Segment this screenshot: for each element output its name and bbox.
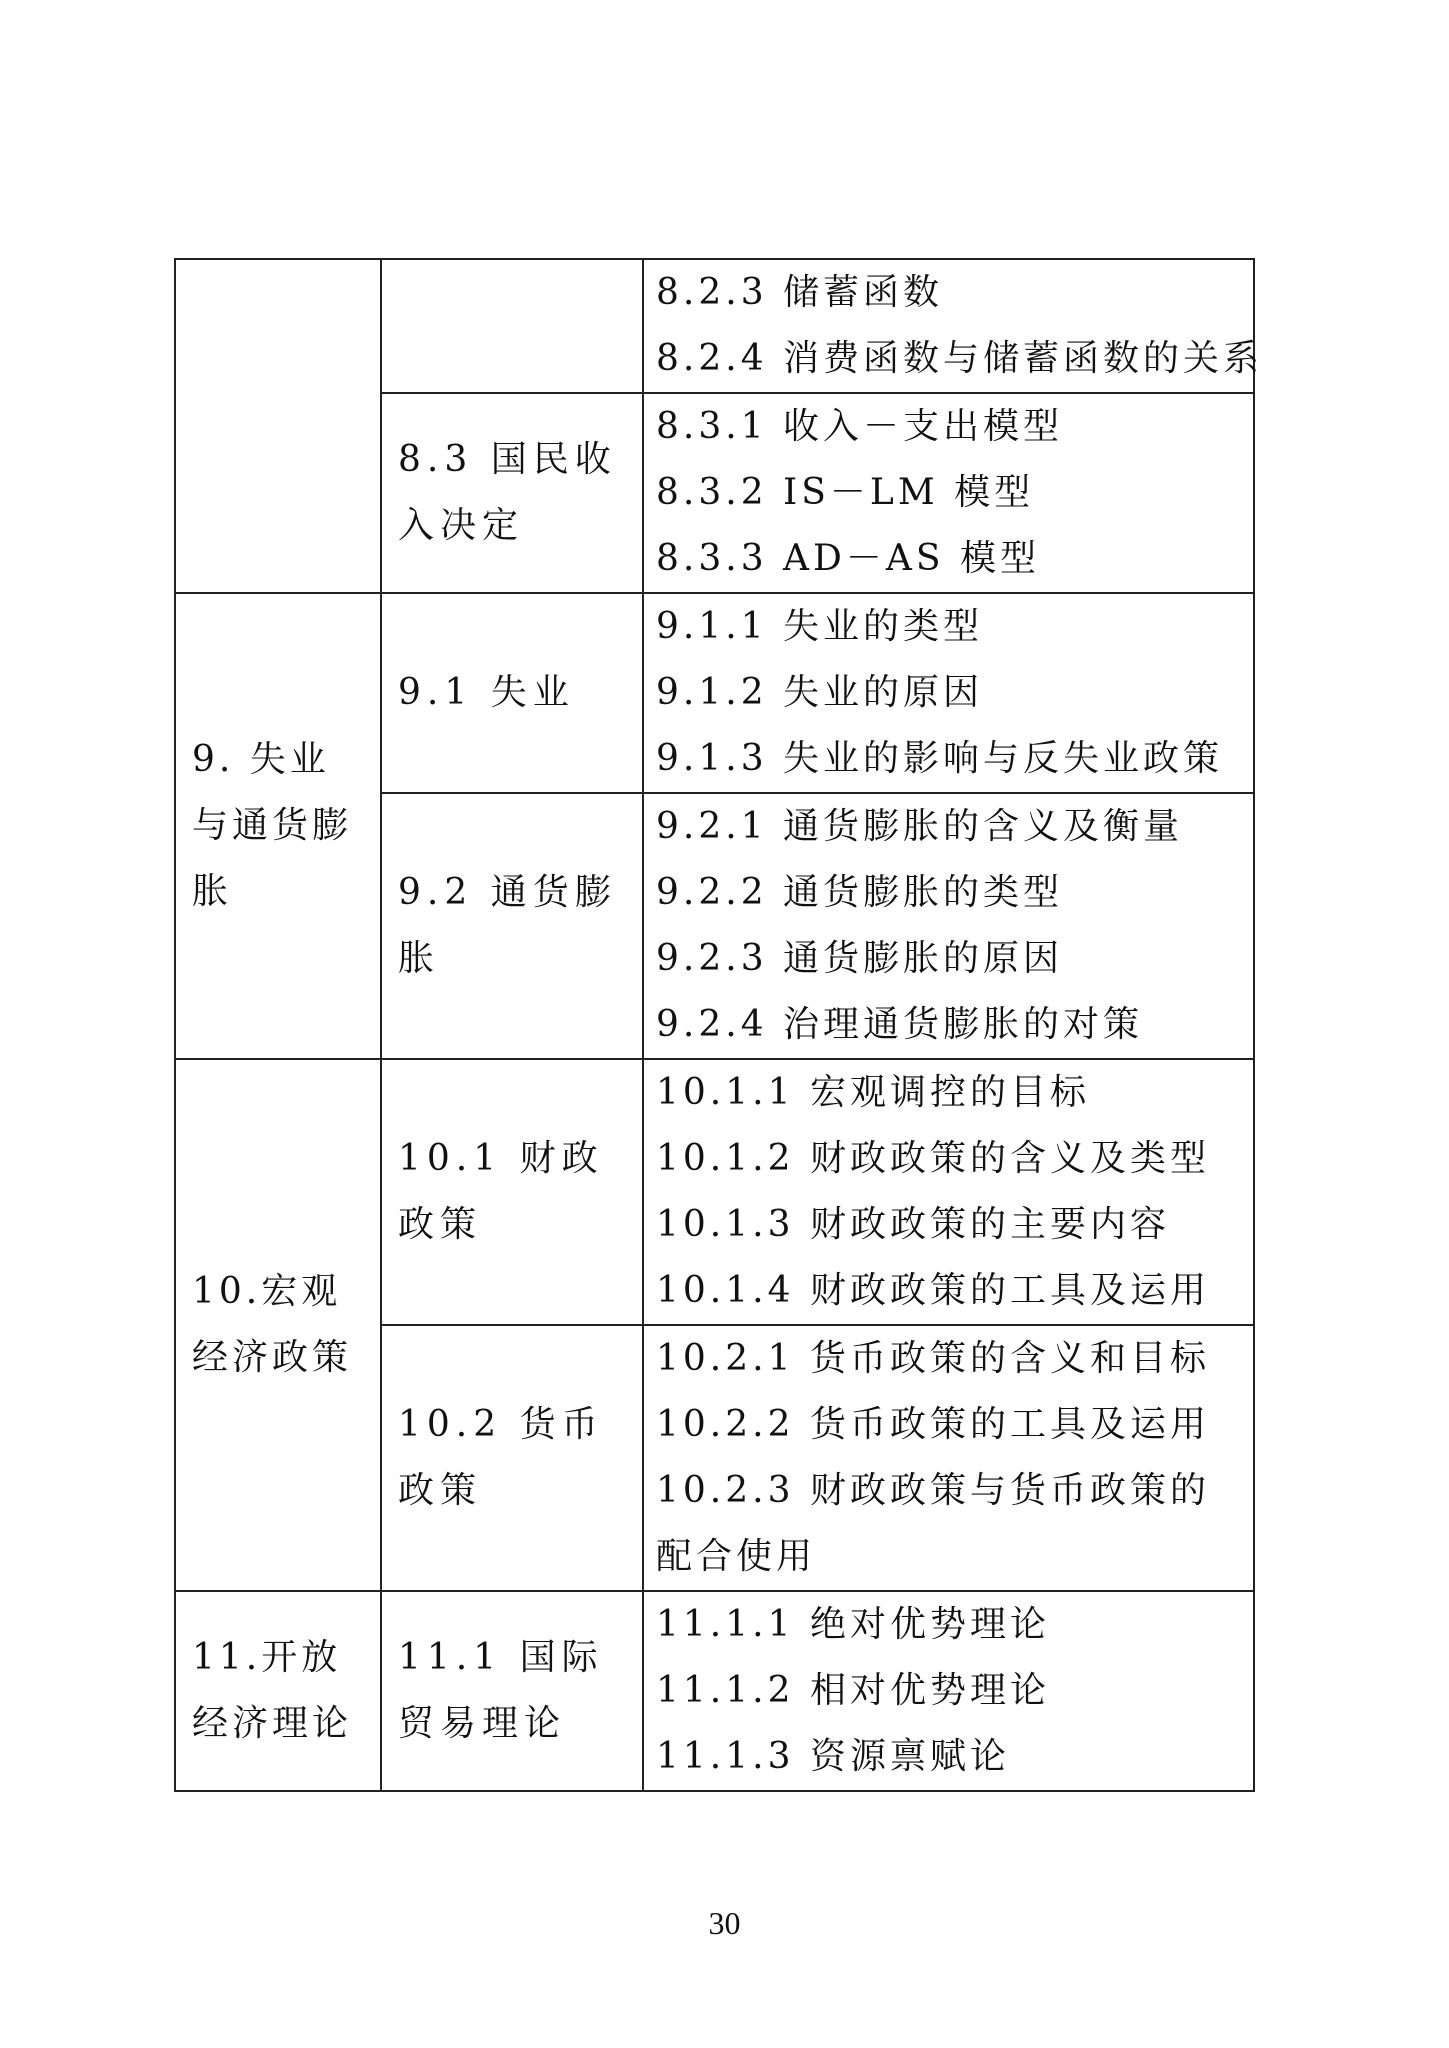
items-cell	[643, 1591, 1254, 1791]
table-row	[175, 259, 1254, 393]
chapter-cell	[175, 259, 381, 593]
list-item: 10.1.2 财政政策的含义及类型	[656, 1138, 1210, 1179]
items-cell	[643, 1059, 1254, 1325]
items-cell	[643, 1325, 1254, 1591]
list-item: 8.3.3 AD－AS 模型	[656, 538, 1041, 579]
section-cell	[381, 259, 643, 393]
items-cell	[643, 593, 1254, 793]
chapter-label: 11.开放经济理论	[192, 1637, 353, 1744]
section-label: 11.1 国际贸易理论	[398, 1637, 604, 1744]
list-item: 9.1.1 失业的类型	[656, 606, 984, 647]
list-item: 8.3.2 IS－LM 模型	[656, 472, 1035, 513]
list-item: 8.3.1 收入－支出模型	[656, 406, 1064, 447]
list-item: 10.1.3 财政政策的主要内容	[656, 1204, 1170, 1245]
section-label: 8.3 国民收入决定	[398, 439, 617, 546]
list-item: 9.2.3 通货膨胀的原因	[656, 938, 1064, 979]
chapter-label: 10.宏观经济政策	[192, 1271, 353, 1378]
section-cell	[381, 1325, 643, 1591]
list-item: 10.2.2 货币政策的工具及运用	[656, 1404, 1210, 1445]
items-cell	[643, 259, 1264, 393]
section-cell	[381, 1591, 643, 1791]
section-cell	[381, 1059, 643, 1325]
list-item: 11.1.2 相对优势理论	[656, 1670, 1050, 1711]
list-item: 10.2.3 财政政策与货币政策的配合使用	[656, 1470, 1210, 1577]
list-item: 10.1.4 财政政策的工具及运用	[656, 1270, 1210, 1311]
section-label: 9.2 通货膨胀	[398, 872, 617, 979]
items-cell	[643, 393, 1254, 593]
section-cell	[381, 593, 643, 793]
list-item: 9.1.3 失业的影响与反失业政策	[656, 738, 1224, 779]
list-item: 8.2.4 消费函数与储蓄函数的关系	[656, 338, 1264, 379]
list-item: 8.2.3 储蓄函数	[656, 272, 944, 313]
table-row	[175, 1059, 1254, 1325]
list-item: 11.1.1 绝对优势理论	[656, 1604, 1050, 1645]
list-item: 10.2.1 货币政策的含义和目标	[656, 1338, 1210, 1379]
chapter-cell	[175, 1591, 381, 1791]
section-label: 9.1 失业	[398, 672, 575, 713]
section-cell	[381, 393, 643, 593]
list-item: 10.1.1 宏观调控的目标	[656, 1072, 1090, 1113]
section-label: 10.1 财政政策	[398, 1138, 604, 1245]
items-cell	[643, 793, 1254, 1059]
chapter-label: 9. 失业与通货膨胀	[192, 739, 353, 912]
chapter-cell	[175, 593, 381, 1059]
page-number: 30	[708, 1905, 741, 1941]
list-item: 11.1.3 资源禀赋论	[656, 1736, 1010, 1777]
list-item: 9.2.1 通货膨胀的含义及衡量	[656, 806, 1184, 847]
section-label: 10.2 货币政策	[398, 1404, 604, 1511]
list-item: 9.2.2 通货膨胀的类型	[656, 872, 1064, 913]
chapter-cell	[175, 1059, 381, 1591]
table-row	[175, 593, 1254, 793]
table-row	[175, 1591, 1254, 1791]
syllabus-outline-table	[174, 258, 1264, 1792]
list-item: 9.1.2 失业的原因	[656, 672, 984, 713]
section-cell	[381, 793, 643, 1059]
list-item: 9.2.4 治理通货膨胀的对策	[656, 1004, 1144, 1045]
